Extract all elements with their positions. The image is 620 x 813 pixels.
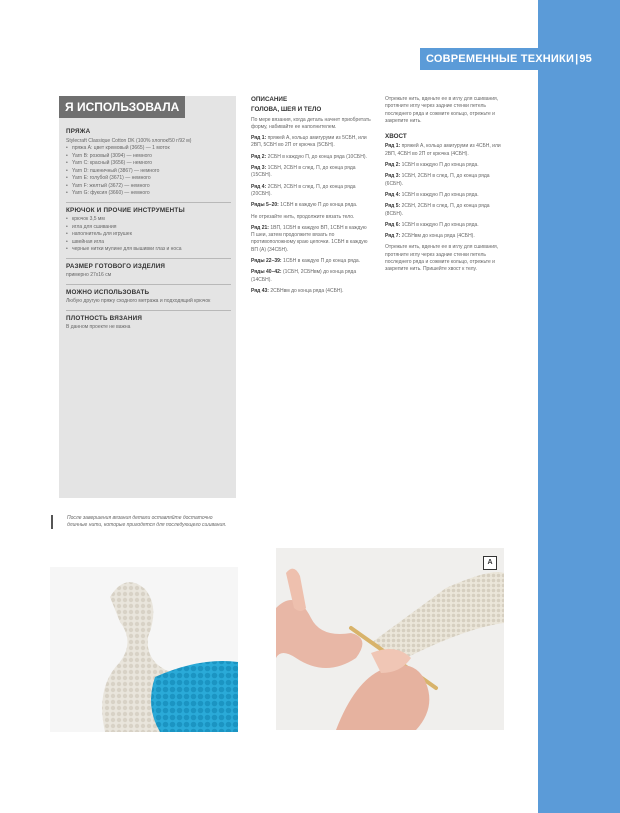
pattern-row bbox=[251, 288, 371, 295]
pattern-row bbox=[251, 258, 371, 265]
list-item: • Yarn B: розовый (3094) — немного bbox=[66, 153, 231, 161]
divider bbox=[66, 284, 231, 285]
row-label: Ряд 43: bbox=[251, 287, 269, 294]
alternatives-heading: МОЖНО ИСПОЛЬЗОВАТЬ bbox=[66, 288, 150, 296]
row-text: 1СБН в каждую П до конца ряда. bbox=[401, 191, 479, 198]
row-text: 1СБН, 2СБН в след. П, до конца ряда (6СБН). bbox=[385, 173, 490, 187]
size-heading: РАЗМЕР ГОТОВОГО ИЗДЕЛИЯ bbox=[66, 262, 166, 270]
row-label: Ряд 2: bbox=[251, 153, 267, 160]
pattern-row bbox=[251, 269, 371, 284]
row-label: Ряд 2: bbox=[385, 162, 401, 169]
pull-quote: После завершения вязания детали оставляйте достаточно длинные нити, которые пригодятся для последующего сшивания. bbox=[51, 515, 227, 529]
pattern-row bbox=[385, 233, 507, 240]
instructions-column bbox=[251, 96, 371, 299]
row-text: 2СБН, 2СБН в след. П, до конца ряда (8СБН). bbox=[385, 203, 490, 217]
row-text: 1СБН в каждую П до конца ряда. bbox=[401, 162, 479, 169]
section-title: СОВРЕМЕННЫЕ ТЕХНИКИ bbox=[426, 53, 575, 65]
divider bbox=[66, 258, 231, 259]
row-label: Ряд 5: bbox=[385, 203, 401, 210]
finish-text: Отрежьте нить, вденьте ее в иглу для сшивания, протяните иглу через задние стенки петель последнего ряда и сожмите кольцо, отрежьте и закрепите нить. bbox=[385, 96, 499, 124]
row-label: Ряд 4: bbox=[385, 191, 401, 198]
pattern-row bbox=[385, 203, 507, 218]
gauge-heading: ПЛОТНОСТЬ ВЯЗАНИЯ bbox=[66, 314, 143, 322]
row-label: Ряды 40–42: bbox=[251, 269, 282, 276]
crochet-photo bbox=[276, 548, 504, 730]
row-label: Ряд 3: bbox=[251, 165, 267, 172]
tools-list bbox=[66, 216, 231, 254]
note-text: Не отрезайте нить, продолжите вязать тело. bbox=[251, 213, 355, 220]
pattern-row bbox=[251, 154, 371, 161]
tail-column bbox=[385, 96, 507, 278]
header-separator: | bbox=[575, 53, 579, 65]
intro-text: По мере вязания, когда деталь начнет приобретать форму, набивайте ее наполнителем. bbox=[251, 116, 371, 130]
list-item: • наполнитель для игрушек bbox=[66, 231, 231, 239]
yarn-intro: Stylecraft Classique Cotton DK (100% хлопок/50 г/92 м) bbox=[66, 137, 192, 144]
row-text: пряжей A, кольцо амигуруми из 4СБН, или 2ВП, 4СБН во 2П от крючка (4СБН). bbox=[385, 143, 501, 157]
row-text: 1СБН в каждую П до конца ряда. bbox=[280, 202, 358, 209]
pattern-row bbox=[385, 222, 507, 229]
size-text: примерно 27х16 см bbox=[66, 272, 112, 278]
list-item: • игла для сшивания bbox=[66, 224, 231, 232]
row-label: Ряд 7: bbox=[385, 233, 401, 240]
row-text: 2СБНвм до конца ряда (4СБН). bbox=[270, 287, 344, 294]
row-label: Ряды 22–39: bbox=[251, 258, 282, 265]
yarn-heading: ПРЯЖА bbox=[66, 128, 91, 135]
row-text: 1ВП, 1СБН в каждую ВП, 1СБН в каждую П шеи, затем продолжите вязать по противоположному краю цепочки. 1СБН в каждую ВП (А) (34СБН). bbox=[251, 224, 368, 253]
pattern-row bbox=[385, 192, 507, 199]
list-item: • черные нитки мулине для вышивки глаз и носа bbox=[66, 246, 231, 254]
list-item: • Yarn D: пшеничный (3867) — немного bbox=[66, 168, 231, 176]
row-label: Ряд 1: bbox=[385, 143, 401, 150]
row-text: пряжей A, кольцо амигуруми из 5СБН, или 2ВП, 5СБН во 2П от крючка (5СБН). bbox=[251, 135, 367, 149]
section-heading: ГОЛОВА, ШЕЯ И ТЕЛО bbox=[251, 106, 322, 114]
list-item: • пряжа A: цвет кремовый (3665) — 1 моток bbox=[66, 145, 231, 153]
description-heading: ОПИСАНИЕ bbox=[251, 96, 288, 103]
page-edge-band bbox=[538, 0, 620, 813]
sidebar-title: Я ИСПОЛЬЗОВАЛА bbox=[59, 96, 185, 118]
yarn-list bbox=[66, 145, 231, 198]
gauge-text: В данном проекте не важна bbox=[66, 324, 131, 330]
list-item: • Yarn E: голубой (3671) — немного bbox=[66, 175, 231, 183]
row-text: 1СБН в каждую П до конца ряда. bbox=[282, 258, 361, 265]
running-header bbox=[420, 48, 620, 70]
pattern-row bbox=[251, 165, 371, 180]
photo-label: A bbox=[483, 556, 497, 570]
finish-text-2: Отрежьте нить, вденьте ее в иглу для сшивания, протяните иглу через задние стенки петель последнего ряда и сожмите кольцо, отрежьте и закрепите нить. Пришейте хвост к телу. bbox=[385, 244, 499, 273]
row-text: (1СБН, 2СБНвм) до конца ряда (14СБН). bbox=[251, 269, 357, 283]
list-item: • Yarn F: желтый (3672) — немного bbox=[66, 183, 231, 191]
page-number: 95 bbox=[579, 53, 592, 65]
list-item: • Yarn G: фуксия (3660) — немного bbox=[66, 190, 231, 198]
row-text: 2СБН, 2СБН в след. П, до конца ряда (20СБН). bbox=[251, 183, 356, 197]
row-label: Ряд 4: bbox=[251, 183, 267, 190]
row-text: 2СБН в каждую П, до конца ряда (10СБН). bbox=[267, 153, 367, 160]
pattern-row bbox=[251, 225, 371, 254]
materials-list bbox=[66, 128, 231, 332]
pattern-row bbox=[251, 202, 371, 209]
tools-heading: КРЮЧОК И ПРОЧИЕ ИНСТРУМЕНТЫ bbox=[66, 206, 185, 214]
row-text: 1СБН, 2СБН в след. П, до конца ряда (15СБН). bbox=[251, 165, 356, 179]
toy-photo bbox=[50, 567, 238, 732]
pattern-row bbox=[251, 184, 371, 199]
pattern-row bbox=[385, 173, 507, 188]
row-label: Ряд 6: bbox=[385, 221, 401, 228]
row-label: Ряд 21: bbox=[251, 224, 269, 231]
list-item: • Yarn C: красный (3656) — немного bbox=[66, 160, 231, 168]
row-text: 2СБНвм до конца ряда (4СБН). bbox=[401, 233, 475, 240]
list-item: • крючок 3,5 мм bbox=[66, 216, 231, 224]
pattern-row bbox=[251, 135, 371, 150]
divider bbox=[66, 202, 231, 203]
list-item: • швейная игла bbox=[66, 239, 231, 247]
divider bbox=[66, 310, 231, 311]
pattern-row bbox=[385, 143, 507, 158]
row-text: 1СБН в каждую П до конца ряда. bbox=[401, 221, 479, 228]
tail-heading: ХВОСТ bbox=[385, 133, 407, 141]
row-label: Ряд 1: bbox=[251, 135, 267, 142]
row-label: Ряд 3: bbox=[385, 173, 401, 180]
alternatives-text: Любую другую пряжу сходного метража и подходящий крючок bbox=[66, 298, 211, 304]
pattern-row bbox=[385, 162, 507, 169]
row-label: Ряды 5–20: bbox=[251, 202, 279, 209]
